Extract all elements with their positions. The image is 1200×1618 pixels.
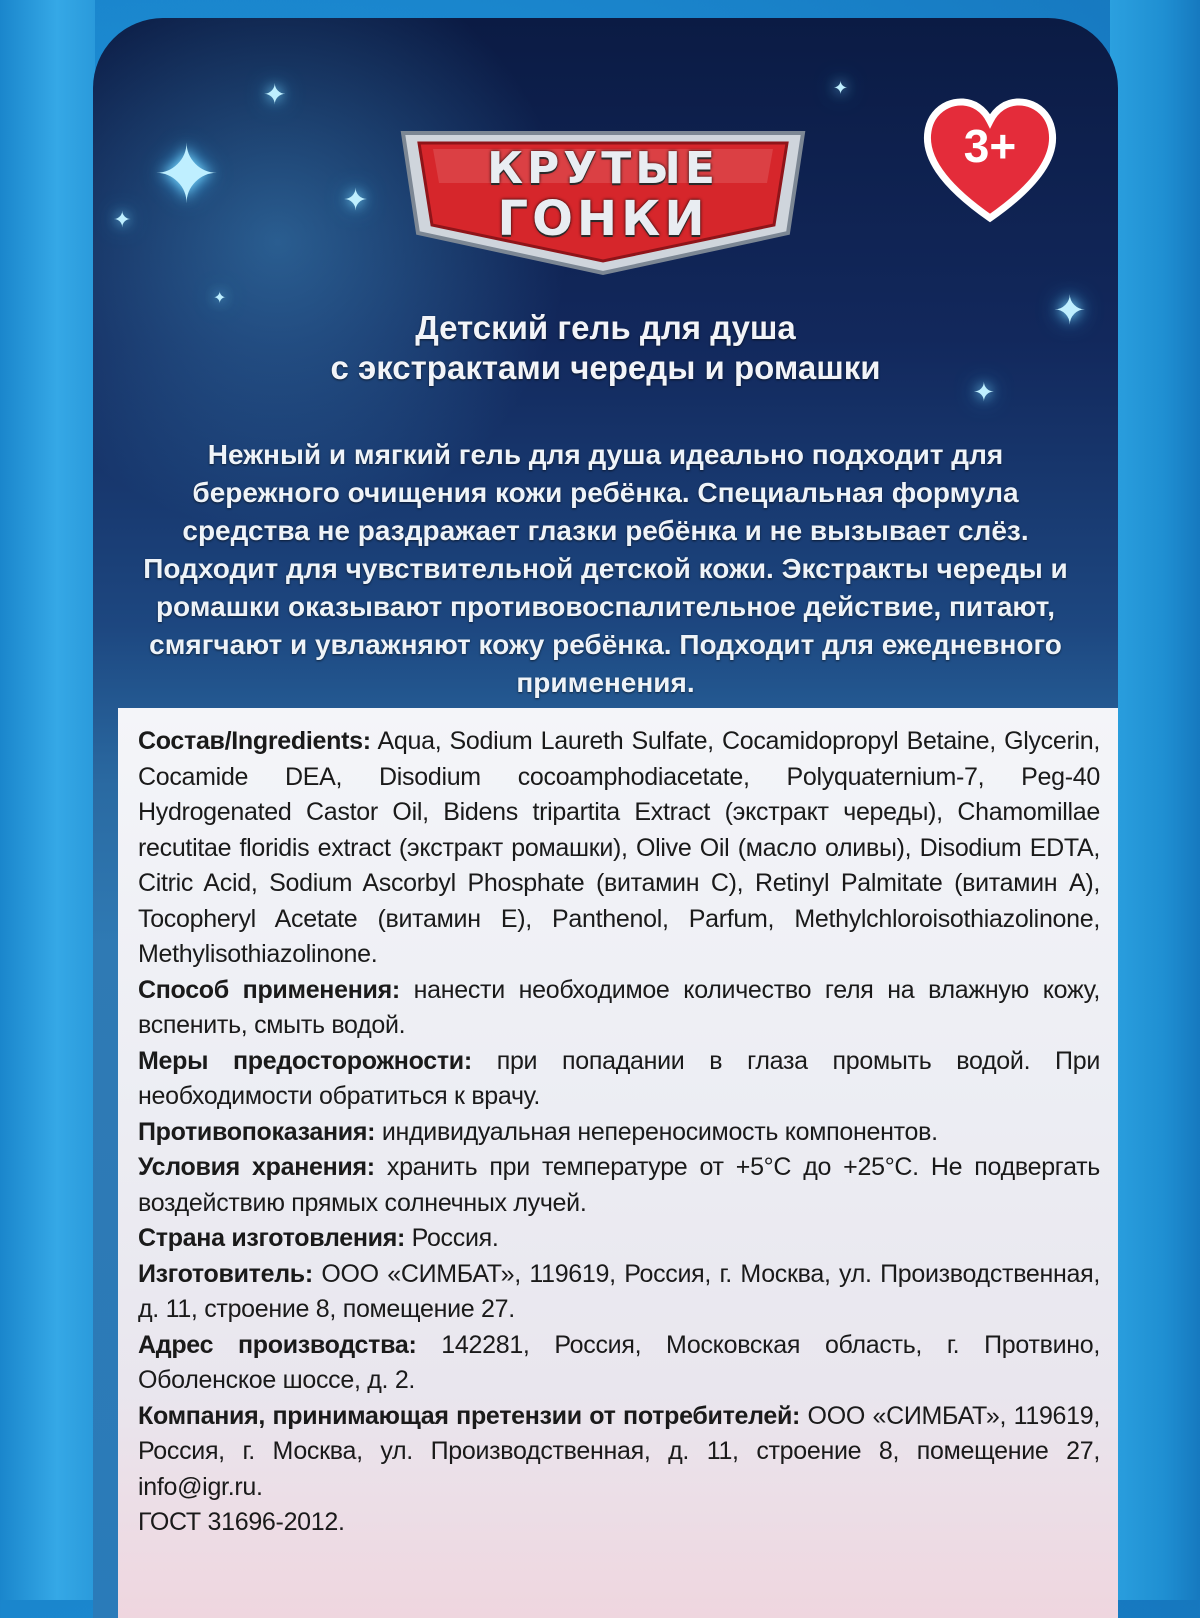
section-text: Aqua, Sodium Laureth Sulfate, Cocamidopropyl Betaine, Glycerin, Cocamide DEA, Disodium cocoamphodiacetate, Polyquaternium-7, Peg-40 Hydrogenated Castor Oil, Bidens tripartita Extract (экстракт череды), Chamomillae recutitae floridis extract (экстракт ромашки), Olive Oil (масло оливы), Disodium EDTA, Citric Acid, Sodium Ascorbyl Phosphate (витамин С), Retinyl Palmitate (витамин А), Tocopheryl Acetate (витамин Е), Panthenol, Parfum, Methylchloroisothiazolinone, Methylisothiazolinone. xyxy=(138,727,1100,968)
section-precautions xyxy=(138,1044,1100,1115)
sparkle-star: ✦ xyxy=(833,78,849,99)
section-label: Изготовитель: xyxy=(138,1259,313,1288)
sparkle-star: ✦ xyxy=(213,288,227,307)
section-claims-company xyxy=(138,1399,1100,1506)
age-rating-text: 3+ xyxy=(963,120,1017,172)
product-title xyxy=(93,308,1118,388)
section-label: Страна изготовления: xyxy=(138,1224,406,1252)
sparkle-star: ✦ xyxy=(153,128,221,221)
sparkle-star: ✦ xyxy=(973,378,995,408)
section-text: ООО «СИМБАТ», 119619, Россия, г. Москва, ул. Производственная, д. 11, строение 8, помещение 27. xyxy=(138,1259,1100,1323)
sparkle-star: ✦ xyxy=(343,183,369,218)
section-label: Способ применения: xyxy=(138,975,400,1004)
section-production-address xyxy=(138,1328,1100,1399)
section-usage xyxy=(138,973,1100,1044)
age-rating-badge xyxy=(920,93,1060,223)
bottle-edge-left xyxy=(0,0,95,1600)
section-label: Условия хранения: xyxy=(138,1153,375,1181)
logo-line-2: ГОНКИ xyxy=(497,191,709,247)
section-contraindications xyxy=(138,1115,1100,1151)
section-storage xyxy=(138,1150,1100,1221)
section-text: 142281, Россия, Московская область, г. Протвино, Оболенское шоссе, д. 2. xyxy=(138,1330,1101,1394)
section-label: Меры предосторожности: xyxy=(138,1046,472,1075)
title-line-2: с экстрактами череды и ромашки xyxy=(330,349,881,386)
section-label: Противопоказания: xyxy=(138,1117,376,1146)
product-description: Нежный и мягкий гель для душа идеально подходит для бережного очищения кожи ребёнка. Специальная формула средства не раздражает глазки ребёнка и не вызывает слёз. Подходит для чувствительной детской кожи. Экстракты череды и ромашки оказывают противовоспалительное действие, питают, смягчают и увлажняют кожу ребёнка. Подходит для ежедневного применения. xyxy=(143,439,1068,698)
section-ingredients xyxy=(138,724,1100,973)
brand-logo xyxy=(393,113,813,278)
section-text: нанести необходимое количество геля на влажную кожу, вспенить, смыть водой. xyxy=(138,975,1101,1039)
info-text xyxy=(138,724,1100,1541)
section-text: индивидуальная непереносимость компонентов. xyxy=(375,1117,938,1146)
section-text: ООО «СИМБАТ», 119619, Россия, г. Москва, ул. Производственная, д. 11, строение 8, помещение 27, info@igr.ru. xyxy=(138,1401,1100,1501)
sparkle-star: ✦ xyxy=(1053,288,1087,334)
section-country xyxy=(138,1221,1100,1257)
logo-line-1: КРУТЫЕ xyxy=(487,143,719,194)
gost-standard: ГОСТ 31696-2012. xyxy=(138,1508,345,1536)
section-label: Адрес производства: xyxy=(138,1330,417,1359)
sparkle-star: ✦ xyxy=(113,208,132,233)
product-label xyxy=(93,18,1118,1618)
section-text: хранить при температуре от +5°С до +25°С. Не подвергать воздействию прямых солнечных лучей. xyxy=(138,1153,1100,1217)
section-label: Состав/Ingredients: xyxy=(138,727,371,755)
section-text: Россия. xyxy=(405,1224,499,1252)
sparkle-star: ✦ xyxy=(263,78,287,111)
bottle-edge-right xyxy=(1110,0,1200,1600)
section-label: Компания, принимающая претензии от потребителей: xyxy=(138,1401,801,1430)
info-panel xyxy=(118,708,1118,1618)
section-manufacturer xyxy=(138,1257,1100,1328)
title-line-1: Детский гель для душа xyxy=(415,309,796,346)
section-text: при попадании в глаза промыть водой. При необходимости обратиться к врачу. xyxy=(138,1046,1100,1110)
